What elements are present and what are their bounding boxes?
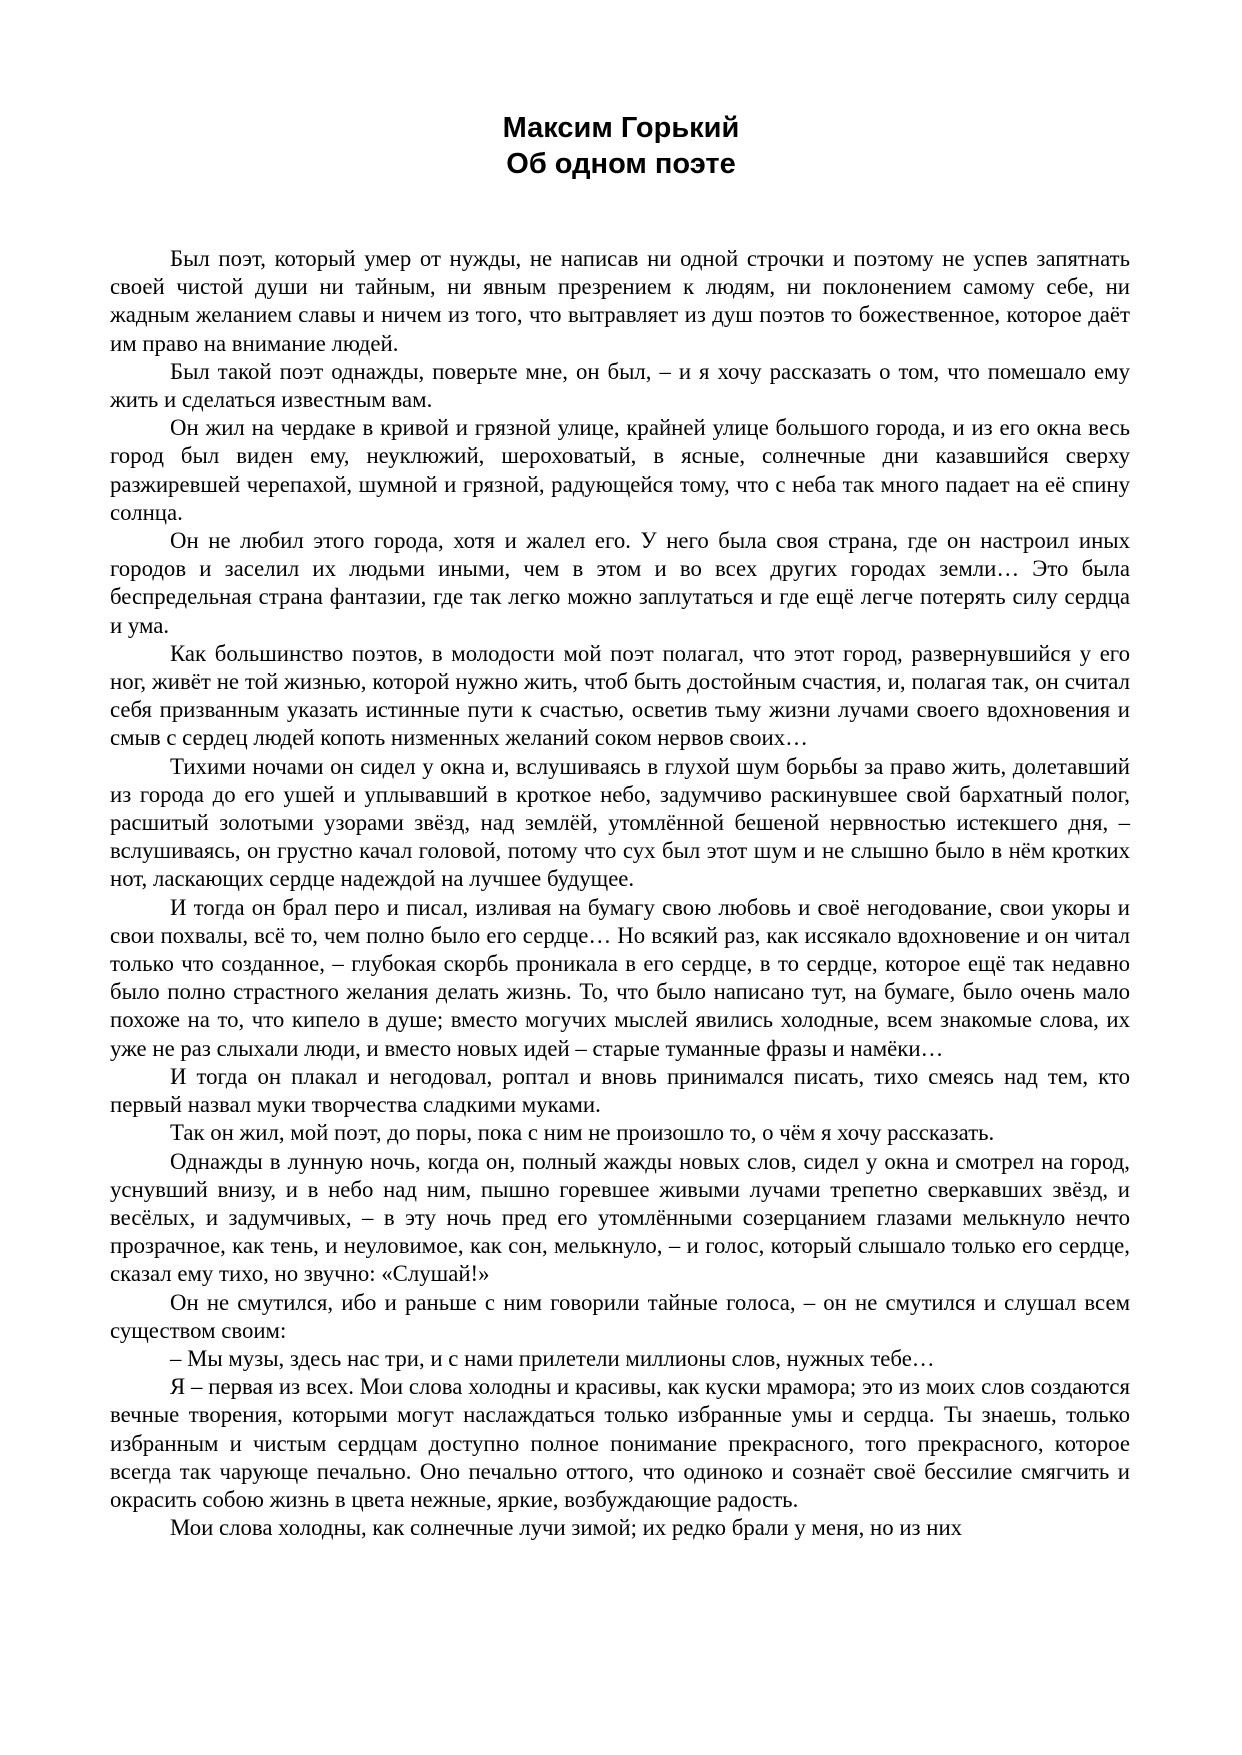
document-body (110, 245, 1130, 1542)
author-name: Максим Горький (502, 112, 740, 144)
paragraph: Я – первая из всех. Мои слова холодны и красивы, как куски мрамора; это из моих слов создаются вечные творения, которыми могут наслаждаться только избранные умы и сердца. Ты знаешь, только избранным и чистым сердцам доступно полное понимание прекрасного, того прекрасного, которое всегда так чарующе печально. Оно печально оттого, что одиноко и сознаёт своё бессилие смягчить и окрасить собою жизнь в цвета нежные, яркие, возбуждающие радость. (110, 1374, 1130, 1512)
paragraph: И тогда он плакал и негодовал, роптал и вновь принимался писать, тихо смеясь над тем, кто первый назвал муки творчества сладкими муками. (110, 1063, 1130, 1118)
paragraph: Он не любил этого города, хотя и жалел его. У него была своя страна, где он настроил иных городов и заселил их людьми иными, чем в этом и во всех других городах земли… Это была беспредельная страна фантазии, где так легко можно заплутаться и где ещё легче потерять силу сердца и ума. (110, 528, 1130, 638)
paragraph: – Мы музы, здесь нас три, и с нами прилетели миллионы слов, нужных тебе… (170, 1345, 935, 1371)
story-title: Об одном поэте (506, 148, 736, 180)
paragraph: Мои слова холодны, как солнечные лучи зимой; их редко брали у меня, но из них (170, 1515, 963, 1541)
paragraph: И тогда он брал перо и писал, изливая на бумагу свою любовь и своё негодование, свои укоры и свои похвалы, всё то, чем полно было его сердце… Но всякий раз, как иссякало вдохновение и он читал только что созданное, – глубокая скорбь проникала в его сердце, в то сердце, которое ещё так недавно было полно страстного желания делать жизнь. То, что было написано тут, на бумаге, было очень мало похоже на то, что кипело в душе; вместо могучих мыслей явились холодные, всем знакомые слова, их уже не раз слыхали люди, и вместо новых идей – старые туманные фразы и намёки… (110, 894, 1130, 1061)
paragraph: Он не смутился, ибо и раньше с ним говорили тайные голоса, – он не смутился и слушал всем существом своим: (110, 1289, 1130, 1343)
paragraph: Однажды в лунную ночь, когда он, полный жажды новых слов, сидел у окна и смотрел на город, уснувший внизу, и в небо над ним, пышно горевшее живыми лучами трепетно сверкавших звёзд, и весёлых, и задумчивых, – в эту ночь пред его утомлёнными созерцанием глазами мелькнуло нечто прозрачное, как тень, и неуловимое, как сон, мелькнуло, – и голос, который слышало только его сердце, сказал ему тихо, но звучно: «Слушай!» (110, 1148, 1130, 1287)
paragraph: Он жил на чердаке в кривой и грязной улице, крайней улице большого города, и из его окна весь город был виден ему, неуклюжий, шероховатый, в ясные, солнечные дни казавшийся сверху разжиревшей черепахой, шумной и грязной, радующейся тому, что с неба так много падает на её спину солнца. (110, 415, 1130, 525)
paragraph: Так он жил, мой поэт, до поры, пока с ним не произошло то, о чём я хочу рассказать. (170, 1120, 995, 1146)
paragraph: Был поэт, который умер от нужды, не написав ни одной строчки и поэтому не успев запятнать своей чистой души ни тайным, ни явным презрением к людям, ни поклонением самому себе, ни жадным желанием славы и ничем из того, что вытравляет из душ поэтов то божественное, которое даёт им право на внимание людей. (110, 246, 1130, 356)
paragraph: Как большинство поэтов, в молодости мой поэт полагал, что этот город, развернувшийся у его ног, живёт не той жизнью, которой нужно жить, чтоб быть достойным счастия, и, полагая так, он считал себя призванным указать истинные пути к счастью, осветив тьму жизни лучами своего вдохновения и смыв с сердец людей копоть низменных желаний соком нервов своих… (110, 640, 1130, 751)
paragraph: Тихими ночами он сидел у окна и, вслушиваясь в глухой шум борьбы за право жить, долетавший из города до его ушей и уплывавший в кроткое небо, задумчиво раскинувшее свой бархатный полог, расшитый золотыми узорами звёзд, над землёй, утомлённой бешеной нервностью истекшего дня, – вслушиваясь, он грустно качал головой, потому что сух был этот шум и не слышно было в нём кротких нот, ласкающих сердце надеждой на лучшее будущее. (110, 753, 1130, 892)
paragraph: Был такой поэт однажды, поверьте мне, он был, – и я хочу рассказать о том, что помешало ему жить и сделаться известным вам. (110, 358, 1130, 413)
document-header (0, 110, 1242, 182)
